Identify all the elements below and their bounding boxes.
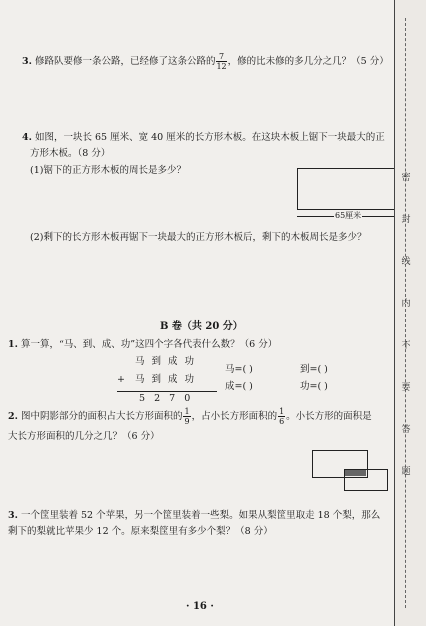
numerator: 1 [279,407,285,416]
question-text-mid: ，占小长方形面积的 [191,411,278,422]
question-text-end: 。小长方形的面积是 [286,411,372,422]
strip-char: 线 [401,257,411,267]
section-b-title: B 卷（共 20 分） [160,321,243,332]
question-4-line2: 方形木板。（8 分） [30,148,111,159]
question-text: 算一算，“马、到、成、功”这四个字各代表什么数？（6 分） [20,339,278,350]
fraction-1 [183,407,190,426]
denominator: 6 [279,417,285,426]
question-text: 一个筐里装着 52 个苹果，另一个筐里装着一些梨。如果从梨筐里取走 18 个梨，那么 [20,510,381,521]
strip-char: 答 [401,425,411,435]
sum-line [117,391,217,392]
seal-dashed-line [405,18,406,608]
strip-char: 内 [401,299,411,309]
strip-char: 不 [401,341,411,351]
strip-char: 题 [401,467,411,477]
fraction [216,52,226,71]
question-text-end: ，修的比未修的多几分之几？（5 分） [227,56,389,67]
strip-char: 封 [401,215,411,225]
question-number: 3. [22,56,32,67]
fraction-2 [278,407,285,426]
b-question-1 [8,339,277,351]
question-4-line1 [22,132,385,144]
addition-row-2: 马 到 成 功 [135,374,197,385]
b-question-3-line2: 剩下的梨就比苹果少 12 个。原来梨筐里有多少个梨？（8 分） [8,526,273,537]
denominator: 9 [184,417,190,426]
b-question-3-line1 [8,510,380,522]
plus-sign: + [117,374,125,385]
numerator: 1 [184,407,190,416]
denominator: 12 [216,62,227,71]
page-number: · 16 · [186,601,214,612]
answer-gong: 功=( ) [300,381,328,392]
strip-char: 要 [401,383,411,393]
answer-cheng: 成=( ) [225,381,253,392]
question-number: 3. [8,510,18,521]
shaded-overlap [345,470,366,476]
question-number: 1. [8,339,18,350]
b-question-2-line1 [8,407,372,426]
wooden-board-rectangle [297,168,409,210]
question-number: 2. [8,411,18,422]
numerator: 7 [216,52,226,62]
question-text: 修路队要修一条公路，已经修了这条公路的 [34,56,216,67]
question-number: 4. [22,132,32,143]
question-text: 如图，一块长 65 厘米、宽 40 厘米的长方形木板。在这块木板上锯下一块最大的正 [34,132,385,143]
binding-strip [394,0,426,626]
addition-row-1: 马 到 成 功 [135,356,197,367]
answer-dao: 到=( ) [300,364,328,375]
answer-ma: 马=( ) [225,364,253,375]
addition-result: 5 2 7 0 [139,393,194,404]
strip-char: 密 [401,173,411,183]
question-text: 图中阴影部分的面积占大长方形面积的 [20,411,183,422]
question-4-sub1: (1)锯下的正方形木板的周长是多少？ [30,165,186,176]
length-label: 65厘米 [335,211,362,220]
question-3 [22,52,389,71]
b-question-2-line2: 大长方形面积的几分之几？（6 分） [8,431,160,442]
question-4-sub2: (2)剩下的长方形木板再锯下一块最大的正方形木板后，剩下的木板周长是多少？ [30,232,367,243]
